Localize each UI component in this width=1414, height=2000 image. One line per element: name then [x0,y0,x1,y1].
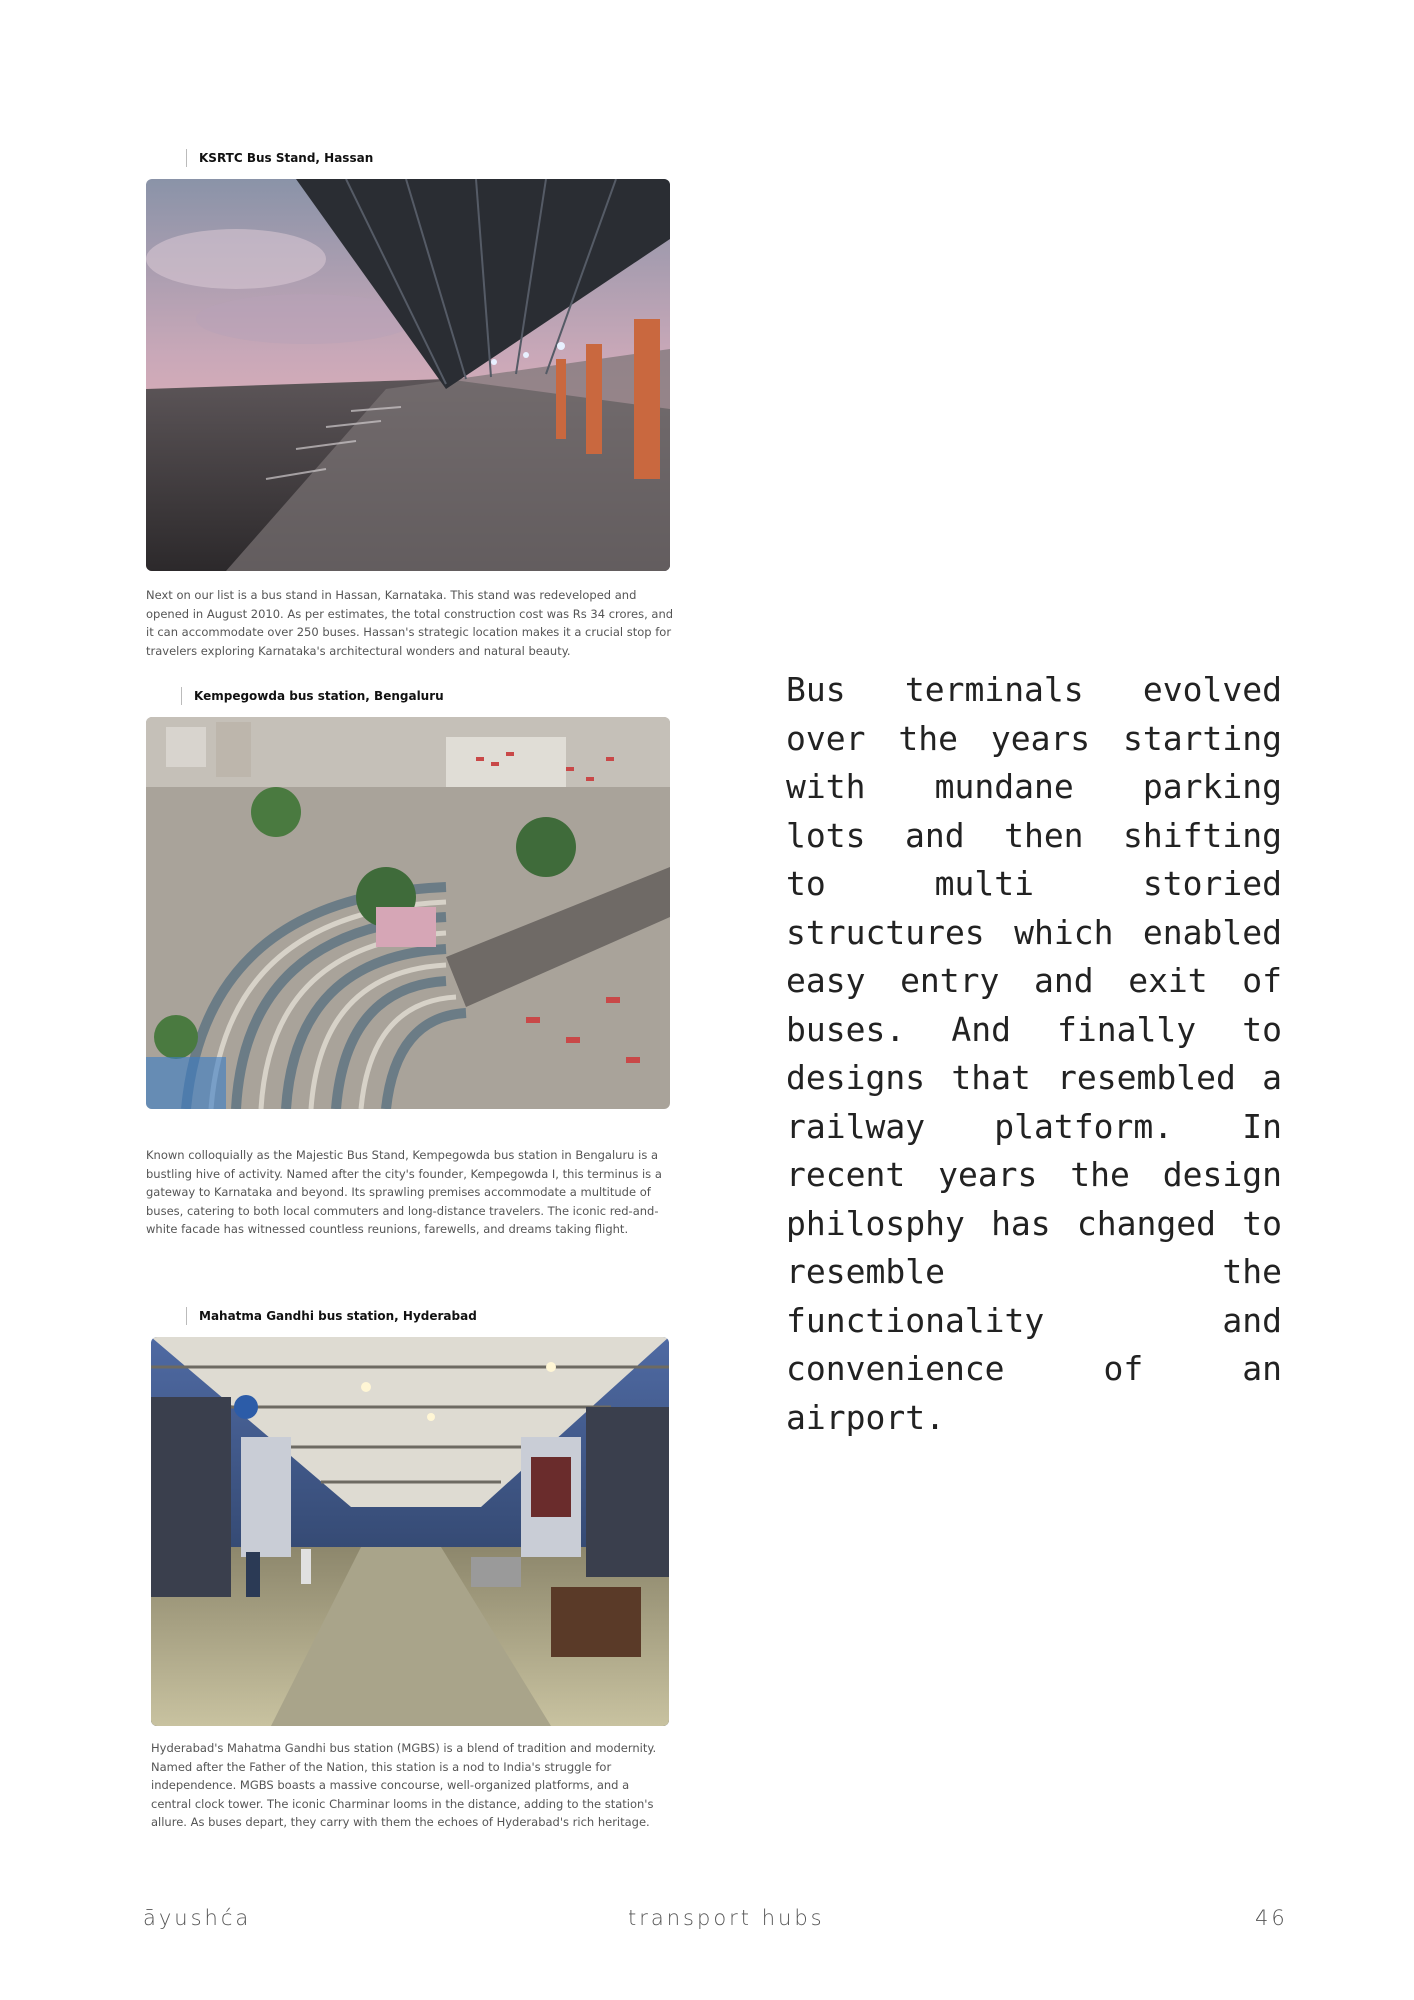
section-title-text: Kempegowda bus station, Bengaluru [194,689,444,703]
section-title-text: KSRTC Bus Stand, Hassan [199,151,374,165]
hassan-bus-stand-photo [146,179,670,571]
caption-hyderabad: Hyderabad's Mahatma Gandhi bus station (MGBS) is a blend of tradition and modernity. Named after the Father of the Nation, this station is a nod to India's struggle for independence. MGBS boasts a massive concourse, well-organized platforms, and a central clock tower. The iconic Charminar looms in the distance, adding to the station's allure. As buses depart, they carry with them the echoes of Hyderabad's rich heritage. [151,1741,657,1830]
kempegowda-bus-station-photo [146,717,670,1109]
section-title-bengaluru [146,686,444,706]
title-divider [146,149,187,167]
section-title-hyderabad [146,1306,477,1326]
title-divider [146,1307,187,1325]
section-title-hassan [146,148,373,168]
caption-hassan: Next on our list is a bus stand in Hassan, Karnataka. This stand was redeveloped and opened in August 2010. As per estimates, the total construction cost was Rs 34 crores, and it can accommodate over 250 buses. Hassan's strategic location makes it a crucial stop for travelers exploring Karnataka's architectural wonders and natural beauty. [146,588,674,658]
intro-paragraph: Bus terminals evolved over the years starting with mundane parking lots and then shifting to multi storied structures which enabled easy entry and exit of buses. And finally to designs that resembled a railway platform. In recent years the design philosphy has changed to resemble the functionality and convenience of an airport. [786,670,1282,1437]
footer-brand: āyushća [143,1906,252,1930]
section-title-text: Mahatma Gandhi bus station, Hyderabad [199,1309,477,1323]
footer-page-number: 46 [1255,1906,1288,1930]
caption-bengaluru: Known colloquially as the Majestic Bus Stand, Kempegowda bus station in Bengaluru is a bustling hive of activity. Named after the city's founder, Kempegowda I, this terminus is a gateway to Karnataka and beyond. Its sprawling premises accommodate a multitude of buses, catering to both local commuters and long-distance travelers. The iconic red-and-white facade has witnessed countless reunions, farewells, and dreams taking flight. [146,1148,662,1237]
title-divider [146,687,182,705]
mgbs-hyderabad-photo [151,1337,669,1726]
footer-section-title: transport hubs [628,1906,825,1930]
